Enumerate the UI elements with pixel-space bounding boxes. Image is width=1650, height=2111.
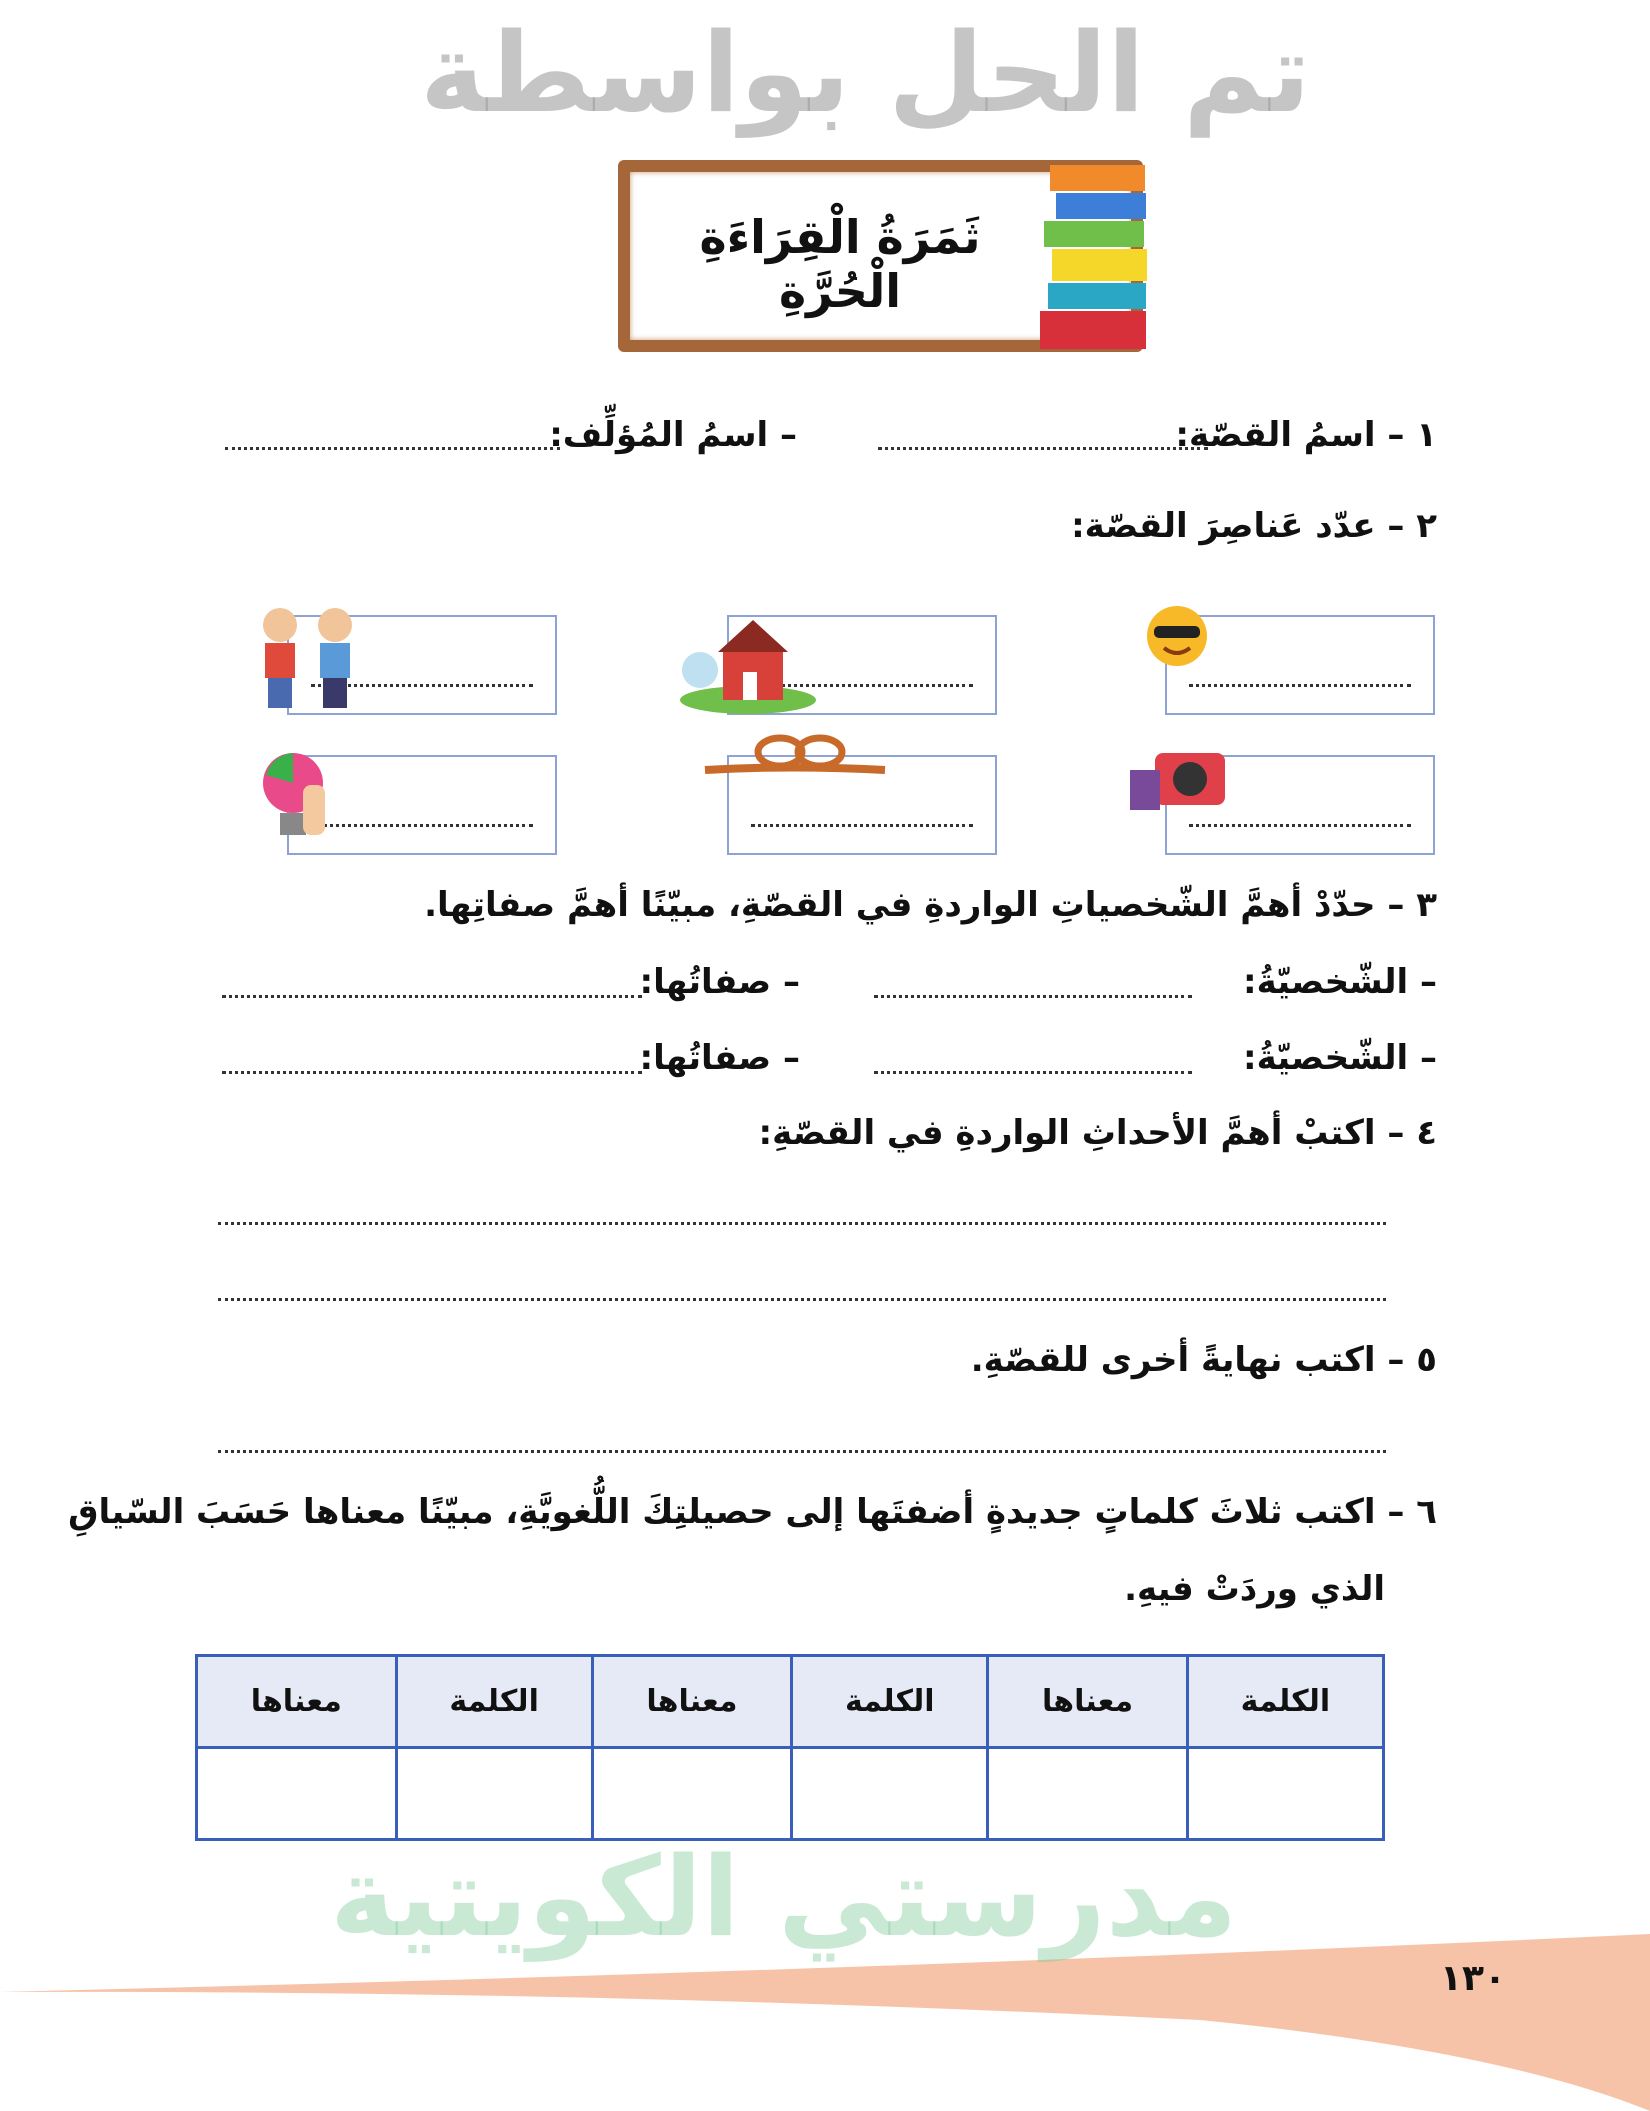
q1-story-label: ١ – اسمُ القصّة: bbox=[1175, 415, 1437, 455]
meaning-cell[interactable] bbox=[592, 1748, 791, 1840]
q6-label-line1: ٦ – اكتب ثلاثَ كلماتٍ جديدةٍ أضفتَها إلى حصيلتِكَ اللُّغويَّةِ، مبيّنًا معناها حَسَبَ السّياقِ bbox=[68, 1492, 1437, 1532]
q5-label: ٥ – اكتب نهايةً أخرى للقصّةِ. bbox=[970, 1340, 1437, 1380]
house-icon bbox=[678, 600, 818, 715]
rope-knot-icon bbox=[700, 730, 890, 785]
camera-icon bbox=[1125, 735, 1235, 820]
story-name-field[interactable] bbox=[878, 447, 1208, 450]
header-meaning: معناها bbox=[988, 1656, 1187, 1748]
character-field-2[interactable] bbox=[874, 1071, 1192, 1074]
page-title: ثَمَرَةُ الْقِرَاءَةِ الْحُرَّةِ bbox=[699, 210, 981, 318]
q2-label: ٢ – عدّد عَناصِرَ القصّة: bbox=[1071, 506, 1437, 546]
books-stack-icon bbox=[1040, 160, 1150, 355]
author-name-field[interactable] bbox=[225, 447, 560, 450]
sun-icon bbox=[1132, 596, 1222, 676]
header-word: الكلمة bbox=[792, 1656, 988, 1748]
watermark-line1: تم الحل بواسطة bbox=[420, 9, 1311, 137]
header-meaning: معناها bbox=[197, 1656, 397, 1748]
word-cell[interactable] bbox=[1187, 1748, 1383, 1840]
word-cell[interactable] bbox=[396, 1748, 592, 1840]
word-cell[interactable] bbox=[792, 1748, 988, 1840]
q4-label: ٤ – اكتبْ أهمَّ الأحداثِ الواردةِ في القصّةِ: bbox=[758, 1113, 1437, 1153]
q3-label: ٣ – حدّدْ أهمَّ الشّخصياتِ الواردةِ في القصّةِ، مبيّنًا أهمَّ صفاتِها. bbox=[424, 885, 1437, 925]
meaning-cell[interactable] bbox=[988, 1748, 1187, 1840]
header-word: الكلمة bbox=[396, 1656, 592, 1748]
q1-author-label: – اسمُ المُؤلِّف: bbox=[549, 415, 797, 455]
header-meaning: معناها bbox=[592, 1656, 791, 1748]
character-field-1[interactable] bbox=[874, 995, 1192, 998]
events-field-2[interactable] bbox=[218, 1298, 1386, 1301]
idea-bulb-icon bbox=[258, 745, 348, 855]
traits-field-2[interactable] bbox=[222, 1071, 642, 1074]
character-label-1: – الشّخصيّةُ: bbox=[1243, 962, 1437, 1002]
page-number: ١٣٠ bbox=[1440, 1958, 1506, 1999]
vocabulary-table bbox=[195, 1654, 1385, 1841]
traits-label-2: – صفاتُها: bbox=[639, 1038, 800, 1078]
characters-icon bbox=[250, 600, 370, 715]
events-field-1[interactable] bbox=[218, 1222, 1386, 1225]
header-word: الكلمة bbox=[1187, 1656, 1383, 1748]
traits-field-1[interactable] bbox=[222, 995, 642, 998]
q6-label-line2: الذي وردَتْ فيهِ. bbox=[1124, 1569, 1385, 1609]
ending-field[interactable] bbox=[218, 1450, 1386, 1453]
traits-label-1: – صفاتُها: bbox=[639, 962, 800, 1002]
watermark-line2: مدرستي الكويتية bbox=[330, 1833, 1238, 1961]
meaning-cell[interactable] bbox=[197, 1748, 397, 1840]
character-label-2: – الشّخصيّةُ: bbox=[1243, 1038, 1437, 1078]
